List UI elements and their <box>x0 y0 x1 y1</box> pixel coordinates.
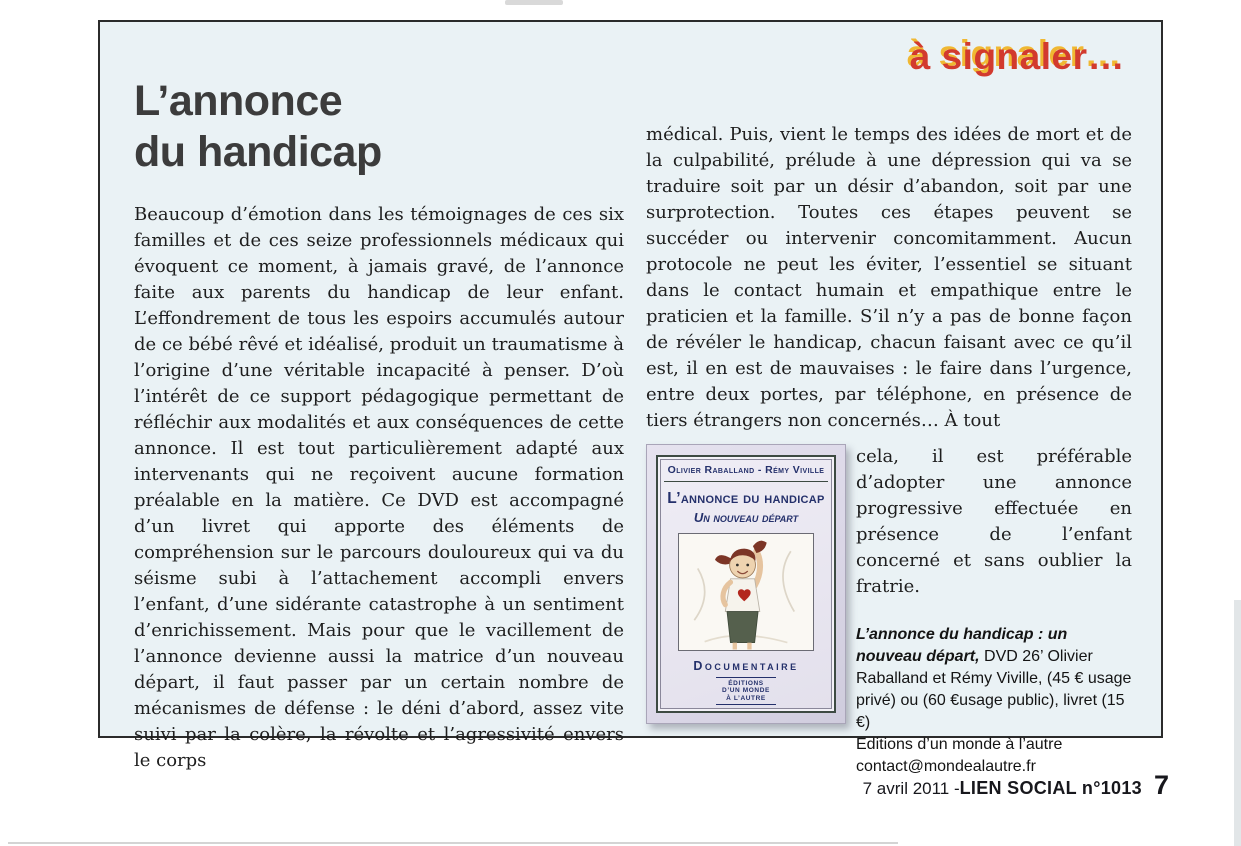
article-title-line1: L’annonce <box>134 77 343 125</box>
girl-illustration <box>678 533 814 651</box>
article-title-line2: du handicap <box>134 128 382 176</box>
scan-artifact-top <box>505 0 563 5</box>
article-title <box>134 76 382 178</box>
skirt <box>727 612 758 643</box>
dvd-publisher-logo <box>716 677 776 706</box>
dvd-subtitle: Un nouveau départ <box>693 510 799 525</box>
caption-email: contact@mondealautre.fr <box>856 758 1036 775</box>
dvd-title: L’annonce du handicap <box>667 490 825 507</box>
caption-paragraph <box>856 624 1132 734</box>
left-column <box>134 202 624 774</box>
dvd-publisher-line1: ÉDITIONS <box>728 679 764 687</box>
right-column-text-part2: cela, il est préférable d’adopter une annonce progressive effectuée en présence de l’enfant concerné et sans oublier la fratrie. <box>856 446 1132 597</box>
dvd-genre: Documentaire <box>693 658 799 673</box>
dvd-publisher-line2: D’UN MONDE <box>722 687 770 694</box>
caption-lead: L’annonce du handicap : un nouveau départ, <box>856 626 1068 665</box>
left-column-text: Beaucoup d’émotion dans les témoignages de ces six familles et de ces seize professionnels médicaux qui évoquent ce moment, à jamais gravé, de l’annonce faite aux parents du handicap de leur enfant. L’effondrement de tous les espoirs accumulés autour de ce bébé rêvé et idéalisé, produit un traumatisme à l’origine d’une véritable incapacité à penser. D’où l’intérêt de ce support pédagogique permettant de réfléchir aux modalités et aux conséquences de cette annonce. Il est tout particulièrement adapté aux intervenants qui ne reçoivent aucune formation préalable en la matière. Ce DVD est accompagné d’un livret qui apporte des éléments de compréhension sur le parcours douloureux qui va du séisme subi à l’attachement accompli envers l’enfant, d’une sidérante catastrophe à un sentiment d’enrichissement. Mais pour que le vacillement de l’annonce devienne aussi la matrice d’un nouveau départ, il faut passer par un certain nombre de mécanismes de défense : le déni d’abord, assez vite suivi par la colère, la révolte et l’agressivité envers le corps <box>134 204 624 771</box>
dvd-cover <box>646 444 846 724</box>
dvd-cover-frame <box>656 455 836 713</box>
right-column <box>646 122 1132 778</box>
section-label: à signaler… <box>909 36 1125 77</box>
media-row <box>646 444 1132 778</box>
dvd-publisher-line3: À L’AUTRE <box>726 694 766 702</box>
media-right-column <box>856 444 1132 778</box>
page-number: 7 <box>1153 770 1169 800</box>
right-column-text-part1: médical. Puis, vient le temps des idées de mort et de la culpabilité, prélude à une dépression qui va se traduire soit par un désir d’abandon, soit par une surprotection. Toutes ces étapes peuvent se succéder ou intervenir concomitamment. Aucun protocole ne peut les éviter, l’essentiel se situant dans le contact humain et empathique entre le praticien et la famille. S’il n’y a pas de bonne façon de révéler le handicap, chacun faisant avec ce qu’il est, il en est de mauvaises : le faire dans l’urgence, entre deux portes, par téléphone, en présence de tiers étrangers non concernés… À tout <box>646 124 1132 431</box>
caption-publisher: Editions d’un monde à l’autre <box>856 736 1063 753</box>
footer-magazine: LIEN SOCIAL n°1013 <box>959 778 1142 798</box>
caption-body: DVD 26’ Olivier Raballand et Rémy Viville, (45 € usage privé) ou (60 €usage public), livret (15 €) <box>856 648 1132 731</box>
scan-artifact-right-edge <box>1234 600 1241 846</box>
dvd-authors: Olivier Raballand - Rémy Viville <box>664 464 828 482</box>
page-footer <box>863 770 1169 801</box>
scan-artifact-bottom <box>8 842 898 844</box>
magazine-panel <box>98 20 1163 775</box>
dvd-caption <box>856 624 1132 778</box>
footer-date: 7 avril 2011 - <box>862 779 960 798</box>
